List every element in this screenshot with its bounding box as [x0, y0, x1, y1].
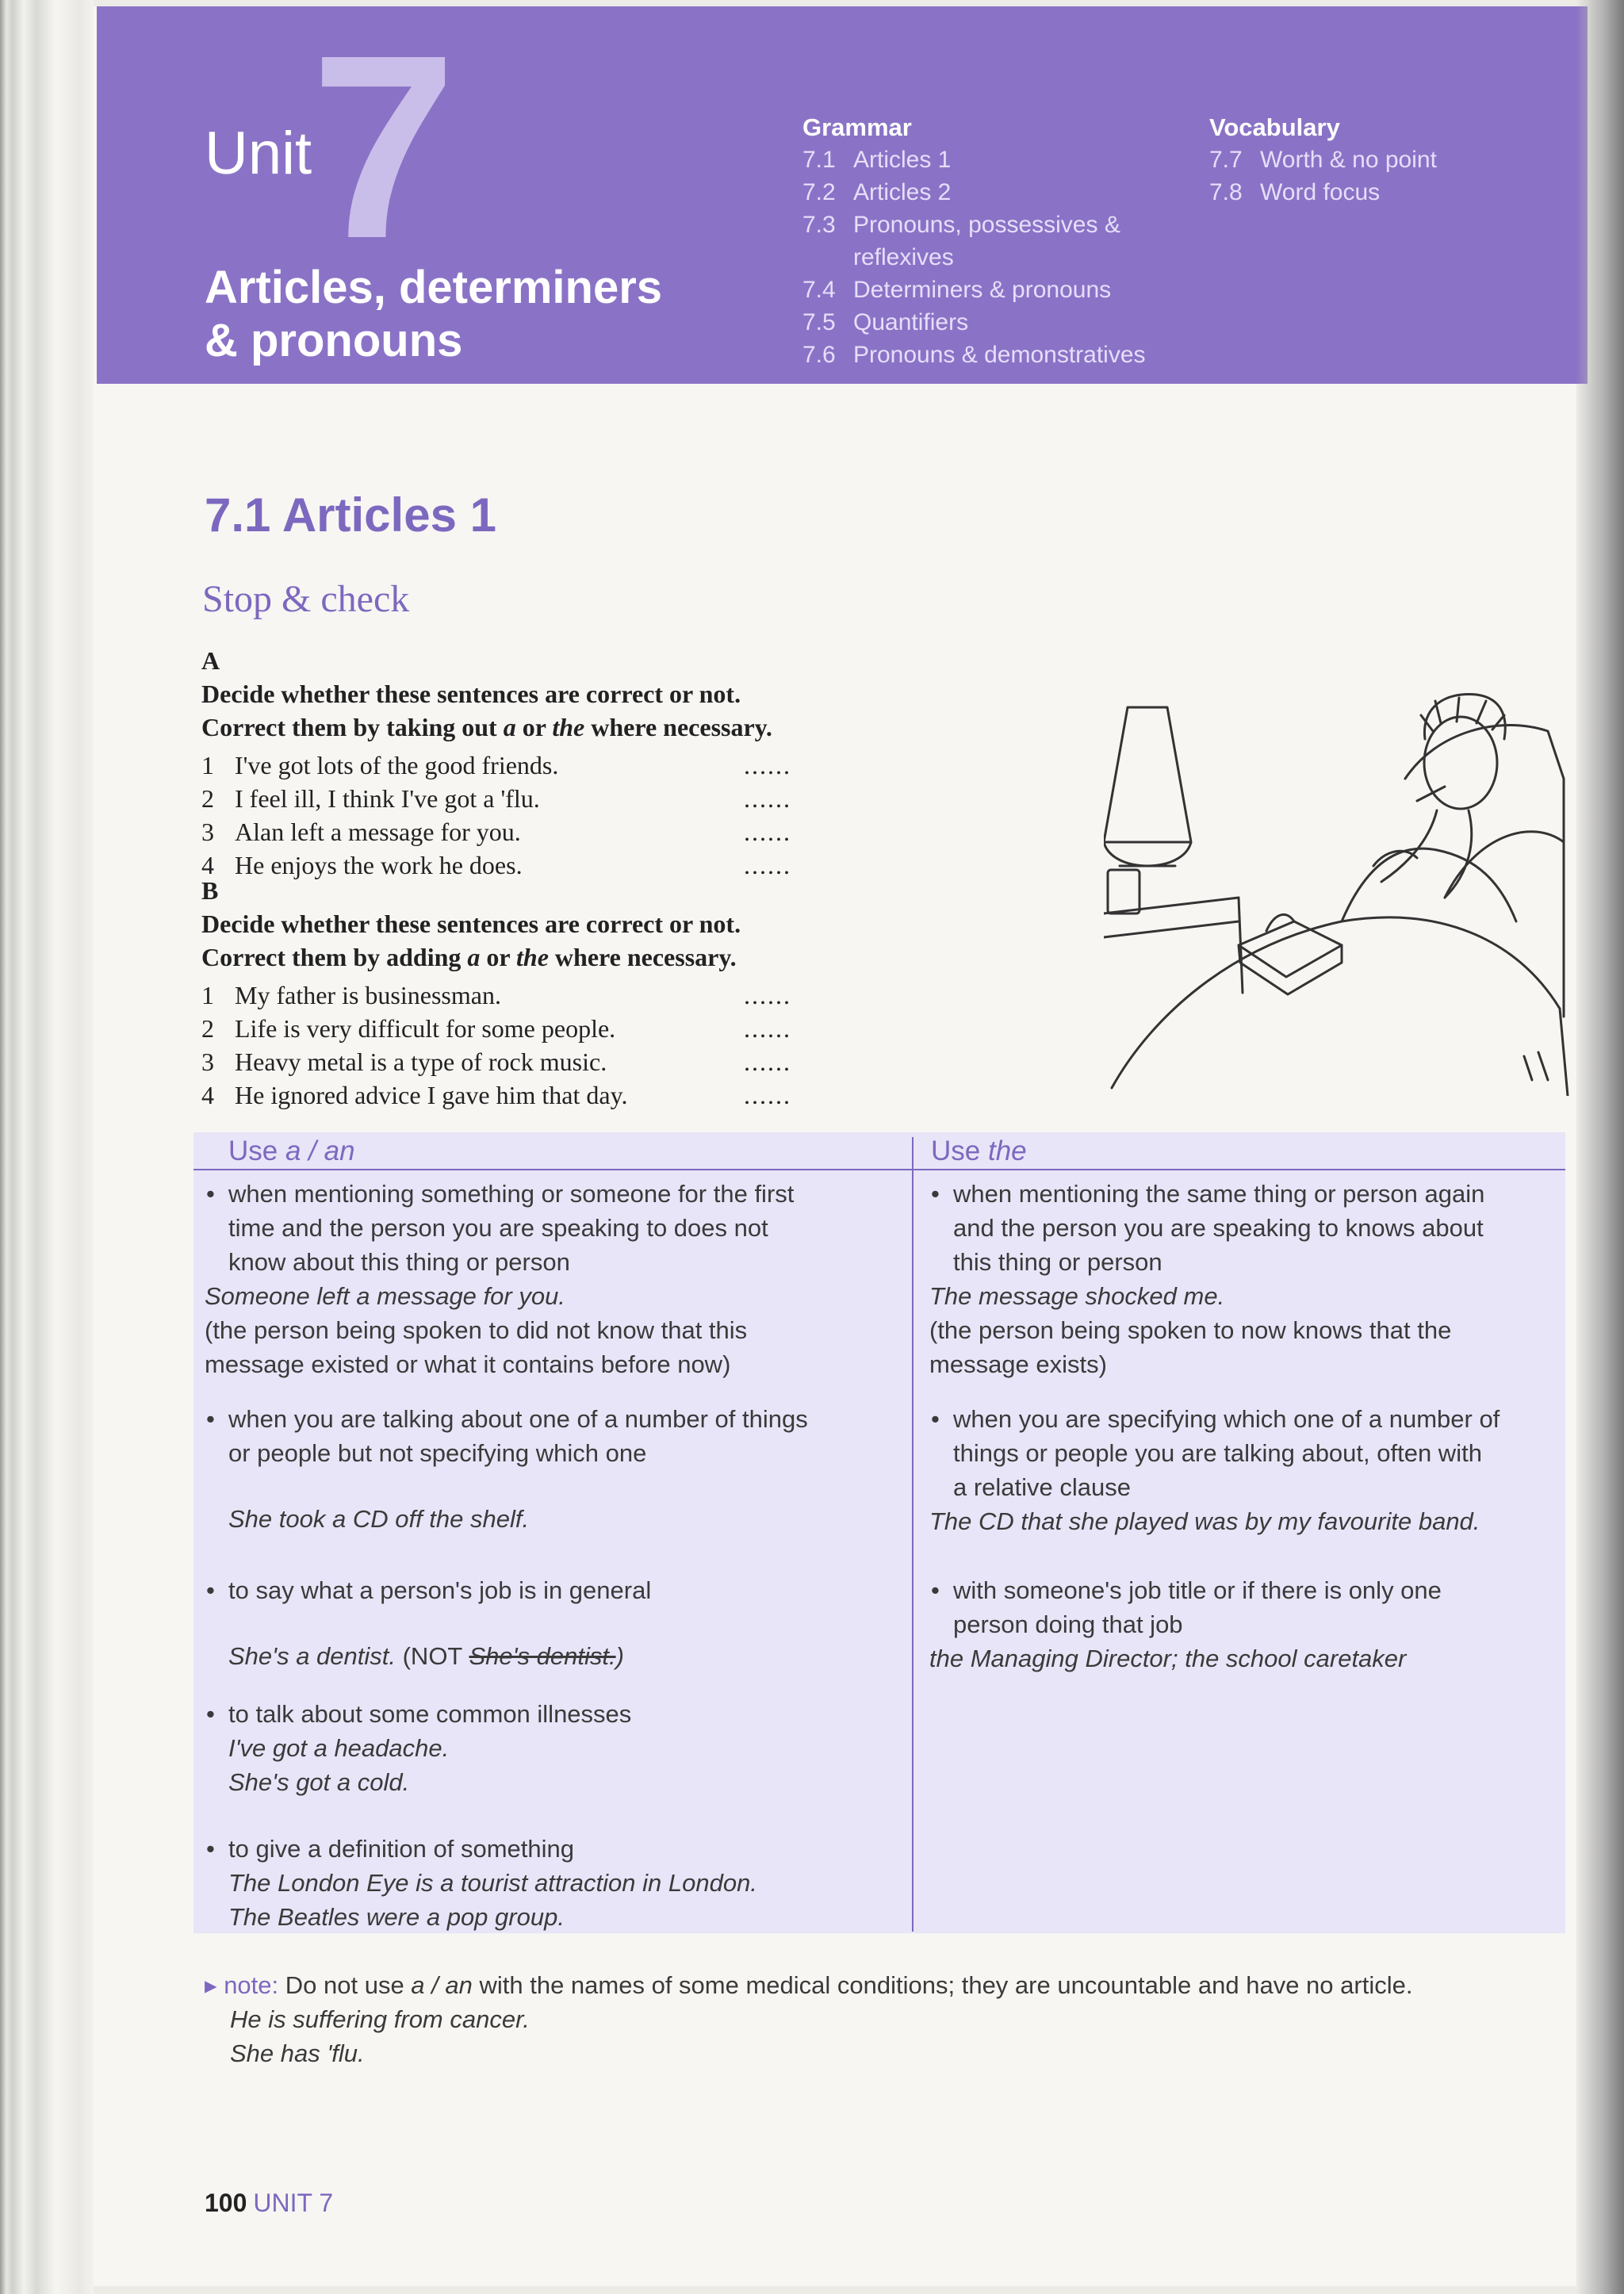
usage-note: ▸ note: Do not use a / an with the names of some medical conditions; they are uncountable and have no article. He is suffering from cancer. She has 'flu. [205, 1971, 1413, 2067]
toc-item[interactable]: 7.6 Pronouns & demonstratives [802, 342, 1146, 368]
answer-blank[interactable]: ...... [744, 751, 791, 779]
answer-blank[interactable]: ...... [744, 1047, 791, 1076]
exercise-a [201, 644, 791, 882]
answer-blank[interactable]: ...... [744, 1014, 791, 1043]
usage-rule: • with someone's job title or if there is only one person doing that job the Managing Director; the school caretaker [929, 1573, 1564, 1676]
toc-item[interactable]: 7.2 Articles 2 [802, 179, 952, 205]
exercise-item: 2 Life is very difficult for some people. ...... [201, 1012, 741, 1045]
section-title: 7.1 Articles 1 [205, 488, 496, 542]
toc-item-continuation: reflexives [853, 244, 954, 270]
toc-item[interactable]: 7.5 Quantifiers [802, 309, 969, 335]
answer-blank[interactable]: ...... [744, 818, 791, 846]
toc-item[interactable]: 7.1 Articles 1 [802, 147, 952, 173]
toc-item[interactable]: 7.8 Word focus [1209, 179, 1381, 205]
toc-item[interactable]: 7.4 Determiners & pronouns [802, 277, 1112, 303]
answer-blank[interactable]: ...... [744, 784, 791, 813]
exercise-item: 2 I feel ill, I think I've got a 'flu. ...... [201, 782, 772, 815]
exercise-item: 1 I've got lots of the good friends. ...... [201, 749, 772, 782]
usage-rule: • when mentioning the same thing or person again and the person you are speaking to knows about this thing or person The message shocked me. (the person being spoken to now knows that the message exists) [929, 1177, 1564, 1381]
sick-person-in-bed-illustration [1104, 684, 1572, 1096]
usage-rule: • to give a definition of something The London Eye is a tourist attraction in London. The Beatles were a pop group. [205, 1832, 902, 1934]
unit-title [205, 262, 662, 367]
answer-blank[interactable]: ...... [744, 981, 791, 1009]
unit-title-line: & pronouns [205, 314, 463, 366]
exercise-item: 4 He enjoys the work he does. ...... [201, 848, 772, 882]
toc-item[interactable]: 7.3 Pronouns, possessives & [802, 212, 1120, 238]
usage-rule: • when you are specifying which one of a number of things or people you are talking about, often with a relative clause The CD that she played was by my favourite band. [929, 1402, 1564, 1538]
exercise-item: 3 Alan left a message for you. ...... [201, 815, 772, 848]
unit-number: 7 [311, 0, 457, 293]
usage-rule: • to say what a person's job is in general She's a dentist. (NOT She's dentist.) [205, 1573, 902, 1673]
note-arrow-icon: ▸ [205, 1971, 217, 1999]
usage-rule: • when you are talking about one of a number of things or people but not specifying which one She took a CD off the shelf. [205, 1402, 902, 1536]
exercise-instructions: B Decide whether these sentences are correct or not. Correct them by adding a or the where necessary. [201, 876, 741, 971]
answer-blank[interactable]: ...... [744, 851, 791, 879]
exercise-instructions: A Decide whether these sentences are correct or not. Correct them by taking out a or the where necessary. [201, 646, 772, 741]
usage-rule: • to talk about some common illnesses I've got a headache. She's got a cold. [205, 1697, 902, 1799]
usage-rule: • when mentioning something or someone for the first time and the person you are speaking to does not know about this thing or person Someone left a message for you. (the person being spoken to did not know that this message existed or what it contains before now) [205, 1177, 902, 1381]
unit-title-line: Articles, determiners [205, 262, 663, 313]
exercise-item: 1 My father is businessman. ...... [201, 978, 741, 1012]
grammar-contents [802, 111, 1146, 371]
column-divider [912, 1137, 914, 1932]
toc-item[interactable]: 7.7 Worth & no point [1209, 147, 1437, 173]
stop-check-heading: Stop & check [202, 578, 410, 620]
answer-blank[interactable]: ...... [744, 1081, 791, 1109]
footer-unit: UNIT 7 [253, 2189, 334, 2217]
table-divider [193, 1169, 1565, 1170]
book-edge [0, 0, 94, 2294]
page-footer [205, 2189, 333, 2218]
unit-word: Unit [205, 120, 312, 187]
exercise-item: 3 Heavy metal is a type of rock music. ...... [201, 1045, 741, 1078]
use-the-heading: Use the [931, 1136, 1027, 1166]
grammar-heading: Grammar [802, 113, 912, 141]
page-gutter-shadow [1576, 0, 1624, 2294]
exercise-b [201, 874, 791, 1112]
exercise-item: 4 He ignored advice I gave him that day. ...... [201, 1078, 741, 1112]
vocabulary-contents [1209, 111, 1437, 209]
page-number: 100 [205, 2189, 247, 2217]
use-a-heading: Use a / an [228, 1136, 355, 1166]
vocabulary-heading: Vocabulary [1209, 113, 1340, 141]
